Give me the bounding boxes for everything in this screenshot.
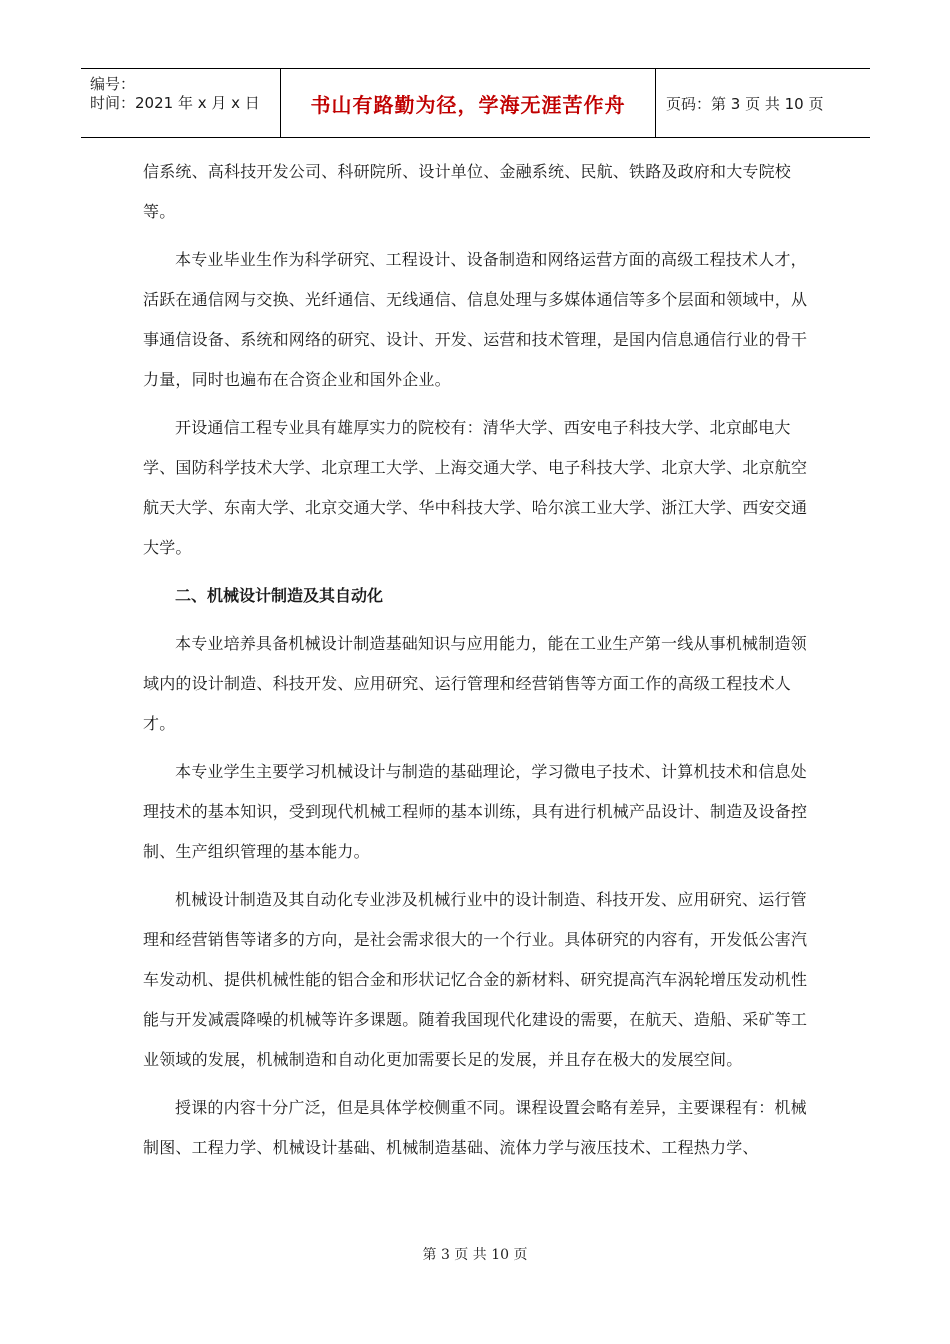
number-label: 编号： [90,75,136,93]
paragraph-1: 信系统、高科技开发公司、科研院所、设计单位、金融系统、民航、铁路及政府和大专院校等。 [143,162,792,221]
header-meta [81,69,281,137]
page-header [81,68,870,138]
paragraph-3: 开设通信工程专业具有雄厚实力的院校有：清华大学、西安电子科技大学、北京邮电大学、国防科学技术大学、北京理工大学、上海交通大学、电子科技大学、北京大学、北京航空航天大学、东南大学、北京交通大学、华中科技大学、哈尔滨工业大学、浙江大学、西安交通大学。 [143,418,808,557]
paragraph-4: 本专业培养具备机械设计制造基础知识与应用能力，能在工业生产第一线从事机械制造领域内的设计制造、科技开发、应用研究、运行管理和经营销售等方面工作的高级工程技术人才。 [143,634,807,733]
section-heading: 二、机械设计制造及其自动化 [175,586,384,605]
header-page-info: 页码：第 3 页 共 10 页 [666,94,824,113]
paragraph-6: 机械设计制造及其自动化专业涉及机械行业中的设计制造、科技开发、应用研究、运行管理和经营销售等诸多的方向，是社会需求很大的一个行业。具体研究的内容有，开发低公害汽车发动机、提供机械性能的铝合金和形状记忆合金的新材料、研究提高汽车涡轮增压发动机性能与开发减震降噪的机械等许多课题。随着我国现代化建设的需要，在航天、造船、采矿等工业领域的发展，机械制造和自动化更加需要长足的发展，并且存在极大的发展空间。 [143,890,808,1069]
paragraph-2: 本专业毕业生作为科学研究、工程设计、设备制造和网络运营方面的高级工程技术人才，活跃在通信网与交换、光纤通信、无线通信、信息处理与多媒体通信等多个层面和领域中，从事通信设备、系统和网络的研究、设计、开发、运营和技术管理，是国内信息通信行业的骨干力量，同时也遍布在合资企业和国外企业。 [143,250,808,389]
time-label: 时间：2021 年 x 月 x 日 [90,94,260,112]
paragraph-7: 授课的内容十分广泛，但是具体学校侧重不同。课程设置会略有差异，主要课程有：机械制图、工程力学、机械设计基础、机械制造基础、流体力学与液压技术、工程热力学、 [143,1098,807,1157]
document-body [143,152,811,1176]
page-footer: 第 3 页 共 10 页 [422,1247,528,1263]
header-motto: 书山有路勤为径，学海无涯苦作舟 [281,69,656,137]
paragraph-5: 本专业学生主要学习机械设计与制造的基础理论，学习微电子技术、计算机技术和信息处理技术的基本知识，受到现代机械工程师的基本训练，具有进行机械产品设计、制造及设备控制、生产组织管理的基本能力。 [143,762,808,861]
